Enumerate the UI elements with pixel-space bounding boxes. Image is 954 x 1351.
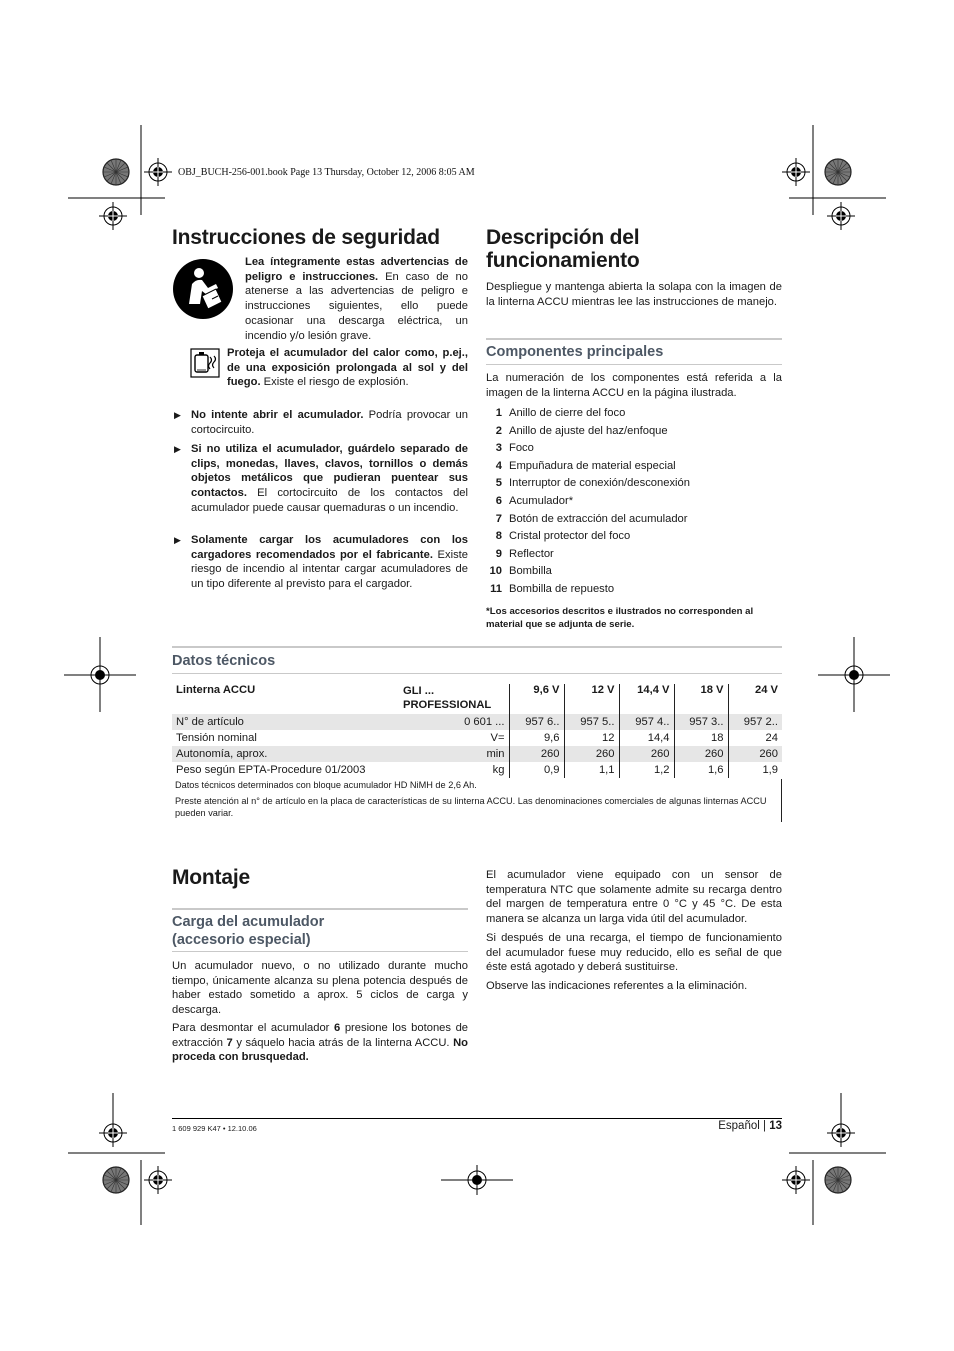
tech-table xyxy=(172,684,782,778)
tech-cell: 1,9 xyxy=(728,762,782,778)
component-label: Botón de extracción del acumulador xyxy=(509,512,688,525)
footer-separator: | xyxy=(763,1120,766,1132)
charge-subtitle xyxy=(172,913,324,949)
safety-read-paragraph xyxy=(245,255,468,343)
footer-code: 1 609 929 K47 • 12.10.06 xyxy=(172,1124,257,1133)
safety-heat-text: Existe el riesgo de explosión. xyxy=(263,376,409,389)
components-rule-top xyxy=(486,338,782,340)
component-number: 1 xyxy=(495,407,502,419)
heat-warning-icon xyxy=(190,348,220,378)
table-row xyxy=(172,714,782,730)
tech-cell: 14,4 xyxy=(619,730,674,746)
tech-row-unit: min xyxy=(399,746,509,762)
component-number: 2 xyxy=(495,424,502,437)
tech-row-unit: 0 601 ... xyxy=(399,714,509,730)
tech-cell: 260 xyxy=(674,746,728,762)
components-list xyxy=(481,405,690,599)
tech-cell: 24 xyxy=(728,730,782,746)
read-manual-icon xyxy=(172,258,234,320)
component-number: 5 xyxy=(495,477,502,490)
tech-col-model-line2: PROFESSIONAL xyxy=(403,699,492,711)
component-label: Bombilla de repuesto xyxy=(509,582,615,595)
tech-voltage-header: 24 V xyxy=(728,684,782,714)
tech-cell: 957 3.. xyxy=(674,714,728,730)
component-number: 8 xyxy=(495,530,502,543)
tech-notes-border xyxy=(781,779,782,822)
tech-title: Datos técnicos xyxy=(172,653,276,669)
list-item xyxy=(481,440,690,458)
list-item xyxy=(481,475,690,493)
tech-col-product: Linterna ACCU xyxy=(176,684,256,696)
list-item xyxy=(481,546,690,564)
list-item xyxy=(481,458,690,476)
tech-voltage-header: 18 V xyxy=(674,684,728,714)
bullet-arrow-icon: ▶ xyxy=(174,444,181,454)
tech-voltage-header: 9,6 V xyxy=(509,684,564,714)
list-item xyxy=(481,493,690,511)
safety-item-2-bold: Si no utiliza el acumulador, guárdelo separado de clips, monedas, llaves, clavos, tornillos o demás objetos metálicos que pudieran puentear sus contactos. xyxy=(191,443,468,500)
tech-cell: 260 xyxy=(619,746,674,762)
components-intro: La numeración de los componentes está referida a la imagen de la linterna ACCU en la página ilustrada. xyxy=(486,372,782,399)
montaje-p5: Observe las indicaciones referentes a la eliminación. xyxy=(486,980,748,992)
montaje-p2-bold: No proceda con brusquedad. xyxy=(172,1036,469,1064)
table-row xyxy=(172,746,782,762)
tech-rule-top xyxy=(172,646,782,648)
component-label: Reflector xyxy=(509,547,554,560)
tech-cell: 1,2 xyxy=(619,762,674,778)
montaje-p2 xyxy=(172,1021,468,1065)
safety-read-bold: Lea íntegramente estas advertencias de peligro e instrucciones. xyxy=(245,256,468,283)
tech-rule-bottom xyxy=(172,673,782,674)
montaje-p1: Un acumulador nuevo, o no utilizado durante mucho tiempo, únicamente alcanza su plena potencia después de haber estado sometido a aprox. 5 ciclos de carga y descarga. xyxy=(172,960,468,1017)
tech-cell: 9,6 xyxy=(509,730,564,746)
safety-item-2-text: El cortocircuito de los contactos del acumulador puede causar quemaduras o un incendio. xyxy=(191,487,469,514)
montaje-p2-num1: 6 xyxy=(333,1022,341,1034)
tech-cell: 1,6 xyxy=(674,762,728,778)
bullet-arrow-icon: ▶ xyxy=(174,410,181,420)
tech-cell: 260 xyxy=(728,746,782,762)
component-number: 7 xyxy=(495,512,502,525)
tech-col-model xyxy=(399,684,509,714)
tech-voltage-header: 12 V xyxy=(564,684,619,714)
tech-cell: 957 5.. xyxy=(564,714,619,730)
tech-cell: 0,9 xyxy=(509,762,564,778)
safety-item-1-bold: No intente abrir el acumulador. xyxy=(191,409,364,421)
safety-read-text: En caso de no atenerse a las advertencias de peligro e instrucciones siguientes, ello puede ocasionar una descarga eléctrica, un incendio y/o lesión grave. xyxy=(245,270,468,342)
montaje-p2-num2: 7 xyxy=(226,1036,233,1049)
component-number: 6 xyxy=(495,494,502,507)
tech-row-label: Tensión nominal xyxy=(176,732,257,744)
footer-page-number: 13 xyxy=(769,1120,782,1132)
tech-row-label: Peso según EPTA-Procedure 01/2003 xyxy=(176,764,366,776)
safety-item-2 xyxy=(191,442,468,516)
component-number: 10 xyxy=(489,565,502,578)
list-item xyxy=(481,423,690,441)
safety-item-3-bold: Solamente cargar los acumuladores con los cargadores recomendados por el fabricante. xyxy=(191,534,468,561)
components-footnote: *Los accesorios descritos e ilustrados no corresponden al material que se adjunta de serie. xyxy=(486,606,754,630)
tech-cell: 18 xyxy=(674,730,728,746)
component-number: 3 xyxy=(495,442,502,455)
tech-cell: 1,1 xyxy=(564,762,619,778)
component-label: Empuñadura de material especial xyxy=(509,459,676,472)
table-row xyxy=(172,730,782,746)
component-label: Anillo de cierre del foco xyxy=(509,407,626,419)
list-item xyxy=(481,511,690,529)
montaje-p2-c: y sáquelo hacia atrás de la linterna ACCU. xyxy=(236,1036,450,1049)
tech-cell: 957 4.. xyxy=(619,714,674,730)
description-title: Descripción del funcionamiento xyxy=(486,226,640,272)
tech-note-2: Preste atención al n° de artículo en la placa de características de su linterna ACCU. Las denominaciones comerciales de algunas linternas ACCU pueden variar. xyxy=(175,796,767,818)
footer-lang: Español xyxy=(718,1120,760,1132)
tech-cell: 957 6.. xyxy=(509,714,564,730)
safety-item-3-text: Existe riesgo de incendio al intentar cargar acumuladores de un tipo diferente al previsto para el cargador. xyxy=(191,548,469,591)
footer-rule xyxy=(172,1118,782,1119)
tech-cell: 260 xyxy=(509,746,564,762)
safety-title: Instrucciones de seguridad xyxy=(172,226,440,249)
component-number: 11 xyxy=(490,582,502,595)
component-number: 9 xyxy=(495,547,502,560)
component-label: Anillo de ajuste del haz/enfoque xyxy=(509,424,668,437)
tech-col-model-line1: GLI ... xyxy=(403,685,435,697)
list-item xyxy=(481,528,690,546)
tech-row-label: Autonomía, aprox. xyxy=(172,746,399,762)
file-header: OBJ_BUCH-256-001.book Page 13 Thursday, October 12, 2006 8:05 AM xyxy=(178,167,475,178)
safety-item-1 xyxy=(191,408,468,437)
tech-header-row xyxy=(172,684,782,714)
safety-heat-paragraph xyxy=(227,346,468,390)
tech-row-unit: V= xyxy=(490,732,505,744)
tech-note-1: Datos técnicos determinados con bloque acumulador HD NiMH de 2,6 Ah. xyxy=(175,780,477,790)
bullet-arrow-icon: ▶ xyxy=(174,535,181,545)
components-title: Componentes principales xyxy=(486,344,664,360)
tech-table-wrap xyxy=(172,684,782,778)
footer-page xyxy=(718,1120,782,1132)
component-label: Foco xyxy=(509,442,534,455)
safety-heat-bold: Proteja el acumulador del calor como, p.ej., de una exposición prolongada al sol y del fuego. xyxy=(227,347,468,389)
safety-item-3 xyxy=(191,533,468,592)
list-item xyxy=(481,563,690,581)
charge-rule-top xyxy=(172,908,468,910)
component-label: Acumulador* xyxy=(509,494,574,507)
montaje-p3: El acumulador viene equipado con un sensor de temperatura NTC que solamente admite su recarga dentro del margen de temperatura entre 0 °C y 45 °C. De esta manera se alcanza un larga vida útil del acumulador. xyxy=(486,869,782,926)
components-rule-bottom xyxy=(486,364,782,365)
tech-voltage-header: 14,4 V xyxy=(619,684,674,714)
component-number: 4 xyxy=(495,459,502,472)
description-intro: Despliegue y mantenga abierta la solapa con la imagen de la linterna ACCU mientras lee las instrucciones de manejo. xyxy=(486,281,782,308)
safety-item-1-text: Podría provocar un cortocircuito. xyxy=(191,409,468,436)
charge-subtitle-line2: (accesorio especial) xyxy=(172,932,311,948)
component-label: Cristal protector del foco xyxy=(509,530,631,543)
tech-row-unit: kg xyxy=(492,764,505,776)
tech-cell: 260 xyxy=(564,746,619,762)
tech-cell: 12 xyxy=(564,730,619,746)
montaje-p2-a: Para desmontar el acumulador xyxy=(172,1022,330,1034)
list-item xyxy=(481,581,690,599)
charge-subtitle-line1: Carga del acumulador xyxy=(172,914,325,930)
montaje-title: Montaje xyxy=(172,866,250,889)
tech-cell: 957 2.. xyxy=(728,714,782,730)
component-label: Bombilla xyxy=(509,565,552,578)
list-item xyxy=(481,405,690,423)
charge-rule-bottom xyxy=(172,951,468,952)
component-label: Interruptor de conexión/desconexión xyxy=(509,477,690,490)
tech-row-label: N° de artículo xyxy=(172,714,399,730)
table-row xyxy=(172,762,782,778)
montaje-p4: Si después de una recarga, el tiempo de funcionamiento del acumulador fuese muy reducido, ello es señal de que éste está agotado y deberá sustituirse. xyxy=(486,932,782,974)
montaje-p2-b: presione los botones de extracción xyxy=(172,1022,469,1049)
